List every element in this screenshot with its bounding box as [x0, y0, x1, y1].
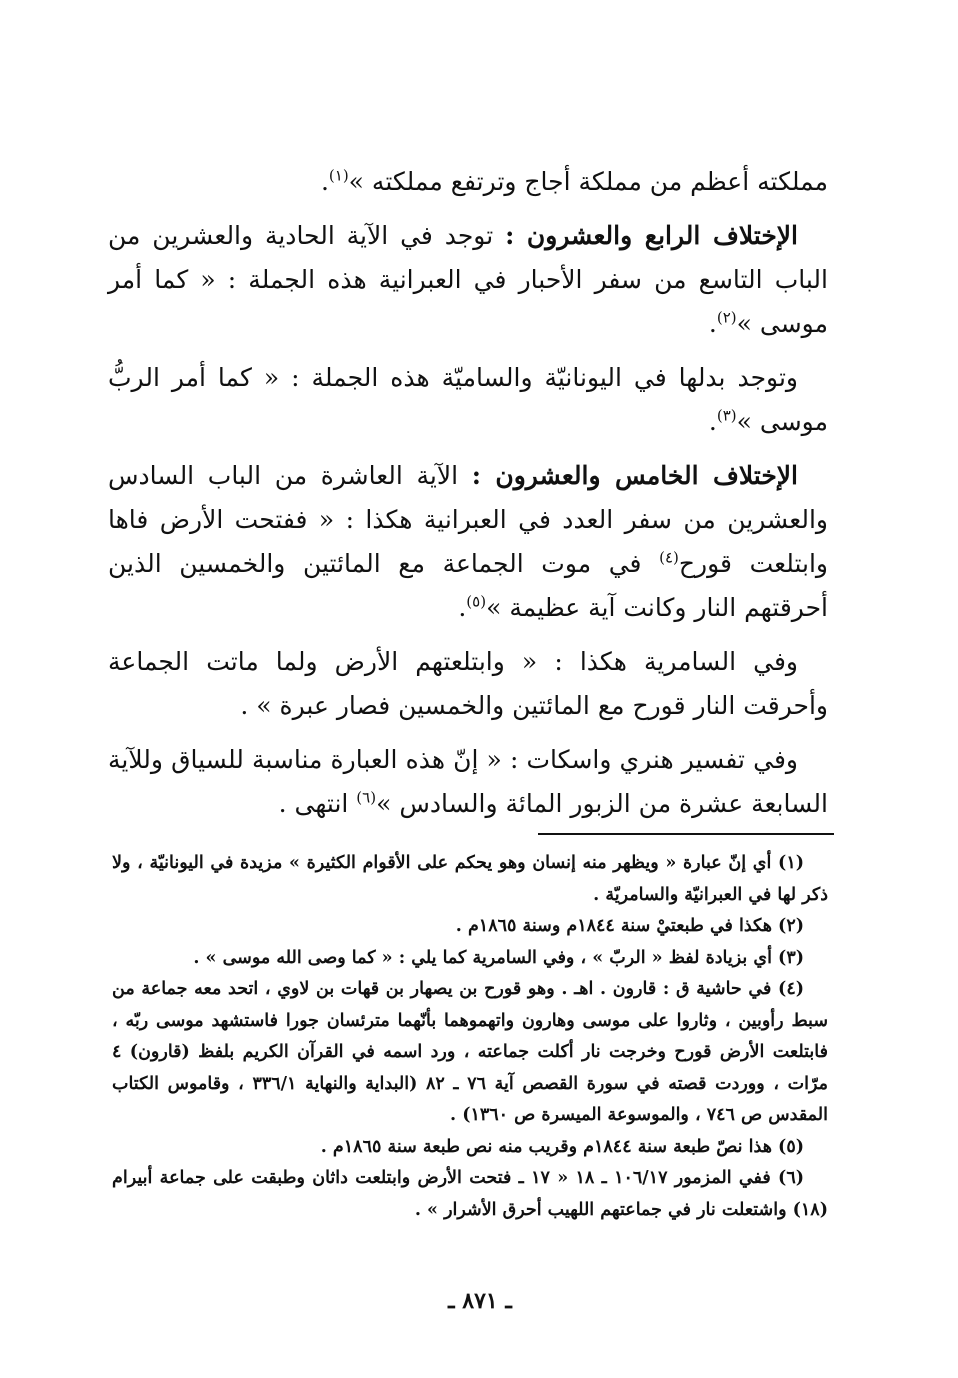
footnotes	[112, 848, 828, 1226]
main-text	[108, 160, 828, 836]
heading-25th-difference: الإختلاف الخامس والعشرون :	[471, 461, 798, 490]
footnote-ref-4: (٤)	[659, 548, 679, 567]
paragraph-5-text: وفي السامرية هكذا : « وابتلعتهم الأرض ولما ماتت الجماعة وأحرقت النار قورح مع المائتين والخمسين فصار عبرة » .	[108, 647, 828, 720]
heading-24th-difference: الإختلاف الرابع والعشرون :	[505, 221, 799, 250]
paragraph-3: وتوجد بدلها في اليونانيّة والساميّة هذه الجملة : « كما أمر الربُّ موسى »$^{(٣)}$.	[108, 363, 828, 436]
paragraph-1-text: مملكته أعظم من مملكة أجاج وترتفع مملكته »	[348, 167, 828, 196]
footnote-5: (٥) هذا نصّ طبعة سنة ١٨٤٤م وقريب منه نص طبعة سنة ١٨٦٥م .	[320, 1136, 804, 1157]
paragraph-4-text-b: في موت الجماعة مع المائتين والخمسين الذين أحرقتهم النار وكانت آية عظيمة »	[108, 549, 828, 622]
paragraph-3-text: وتوجد بدلها في اليونانيّة والساميّة هذه الجملة : « كما أمر الربُّ موسى »	[108, 363, 828, 436]
paragraph-6	[108, 738, 828, 826]
paragraph-6-text-b: انتهى .	[278, 789, 357, 818]
footnote-1: (١) أي إنّ عبارة « ويظهر منه إنسان وهو يحكم على الأقوام الكثيرة » مزيدة في اليونانيّة ، ولا ذكر لها في العبرانيّة والسامريّة .	[112, 853, 828, 905]
paragraph-5	[108, 640, 828, 728]
footnote-ref-6: (٦)	[356, 788, 377, 807]
footnote-2: (٢) هكذا في طبعتيْ سنة ١٨٤٤م وسنة ١٨٦٥م .	[455, 916, 804, 936]
paragraph-4-text-a: الآية العاشرة من الباب السادس والعشرين من سفر العدد في العبرانية هكذا : « ففتحت الأرض فاها وابتلعت قورح	[108, 461, 828, 578]
footnote-separator	[538, 833, 834, 835]
page-number: ـ ٨٧١ ـ	[448, 1288, 512, 1314]
paragraph-6-text-a: وفي تفسير هنري واسكات : « إنّ هذه العبارة مناسبة للسياق وللآية السابعة عشرة من الزبور المائة والسادس »	[108, 745, 828, 818]
footnote-3: (٣) أي بزيادة لفظ « الربّ » ، وفي السامرية كما يلي : « كما وصى الله موسى » .	[193, 947, 804, 968]
footnote-6: (٦) ففي المزمور ١٠٦/١٧ ـ ١٨ « ١٧ ـ فتحت الأرض وابتلعت داثان وطبقت على جماعة أبيرام (١٨) واشتعلت نار في جماعتهم اللهيب أحرق الأشرار » .	[112, 1168, 828, 1220]
footnote-4: (٤) في حاشية ق : قارون . اهـ . وهو قورح بن يصهار بن قهات بن لاوي ، اتحد معه جماعة من سبط رأوبين ، وثاروا على موسى وهارون واتهموهما بأنّهما مترئسان جورا فاستشهد موسى ربّه ، فابتلعت الأرض قورح وخرجت نار أكلت جماعته ، ورد اسمه في القرآن الكريم بلفظ (قارون) ٤ مرّات ، ووردت قصته في سورة القصص آية ٧٦ ـ ٨٢ (البداية والنهاية ٣٣٦/١ ، وقاموس الكتاب المقدس ص ٧٤٦ ، والموسوعة الميسرة ص ١٣٦٠) .	[112, 979, 828, 1125]
paragraph-1: مملكته أعظم من مملكة أجاج وترتفع مملكته »$^{(١)}$.	[320, 166, 828, 196]
paragraph-2: الإختلاف الرابع والعشرون : توجد في الآية الحادية والعشرين من الباب التاسع من سفر الأحبار في العبرانية هذه الجملة : « كما أمر موسى »$^{(٢)}$.	[108, 221, 828, 338]
paragraph-2-text: توجد في الآية الحادية والعشرين من الباب التاسع من سفر الأحبار في العبرانية هذه الجملة : « كما أمر موسى »	[108, 221, 828, 338]
footnote-ref-1: (١)	[328, 166, 349, 185]
footnote-ref-2: (٢)	[716, 308, 737, 327]
footnote-ref-5: (٥)	[466, 592, 487, 611]
paragraph-4: الإختلاف الخامس والعشرون : الآية العاشرة من الباب السادس والعشرين من سفر العدد في العبرانية هكذا : « ففتحت الأرض فاها وابتلعت قورح$^{(٤)}$ في موت الجماعة مع المائتين والخمسين الذين أحرقتهم النار وكانت آية عظيمة »$^{(٥)}$.	[108, 461, 828, 622]
footnote-ref-3: (٣)	[716, 406, 737, 425]
